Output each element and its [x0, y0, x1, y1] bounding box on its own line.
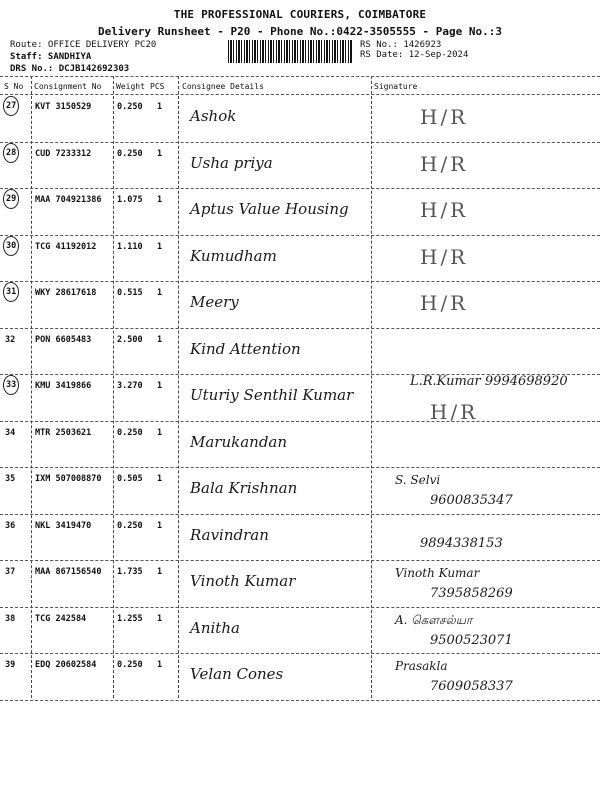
signature: Vinoth Kumar: [395, 566, 480, 580]
consignment-number: MAA 867156540: [35, 567, 102, 577]
table-row: [0, 95, 600, 142]
consignment-number: IXM 507008870: [35, 474, 102, 484]
signature: H/R: [420, 291, 469, 315]
consignee-name: Ravindran: [190, 525, 269, 544]
table-row: [0, 328, 600, 375]
weight-value: 0.250: [117, 102, 143, 112]
signature: A. கௌசல்யா: [395, 612, 473, 627]
pieces-count: 1: [157, 613, 163, 624]
consignment-number: KMU 3419866: [35, 381, 92, 391]
pieces-count: 1: [157, 288, 163, 298]
table-row: [0, 281, 600, 328]
header-consignee: Consignee Details: [182, 82, 264, 91]
pieces-count: 1: [157, 427, 163, 438]
serial-number: 36: [5, 520, 16, 531]
table-row: [0, 560, 600, 607]
weight-value: 0.250: [117, 660, 143, 670]
pieces-count: 1: [157, 334, 163, 345]
header-signature: Signature: [374, 82, 418, 91]
serial-number: 35: [5, 474, 16, 484]
runsheet-subtitle: Delivery Runsheet - P20 - Phone No.:0422-3505555 - Page No.:3: [98, 25, 502, 38]
consignment-number: TCG 41192012: [35, 241, 97, 252]
serial-number: 37: [5, 567, 16, 577]
consignment-number: CUD 7233312: [35, 148, 92, 159]
signature-note: 9500523071: [430, 632, 513, 648]
serial-number: 27: [3, 96, 19, 116]
table-row: [0, 142, 600, 189]
signature: H/R: [420, 151, 469, 176]
serial-number: 31: [3, 282, 19, 302]
consignment-number: TCG 242584: [35, 613, 87, 624]
pieces-count: 1: [157, 660, 163, 670]
pieces-count: 1: [157, 520, 163, 531]
weight-value: 2.500: [117, 334, 143, 345]
rs-number: RS No.: 1426923: [360, 40, 442, 50]
serial-number: 34: [5, 427, 16, 438]
consignee-name: Velan Cones: [190, 665, 284, 683]
runsheet-title: THE PROFESSIONAL COURIERS, COIMBATORE: [173, 8, 427, 21]
serial-number: 30: [3, 236, 19, 256]
weight-value: 0.250: [117, 148, 143, 159]
signature: H/R: [430, 400, 479, 424]
weight-value: 3.270: [117, 381, 143, 391]
weight-value: 0.505: [117, 474, 143, 484]
serial-number: 39: [5, 660, 16, 670]
table-row: [0, 514, 600, 561]
pieces-count: 1: [157, 474, 163, 484]
signature-note: 9894338153: [420, 535, 503, 551]
table-row: [0, 188, 600, 235]
table-row: [0, 653, 600, 700]
route-label: Route: OFFICE DELIVERY PC20: [10, 40, 157, 50]
consignee-name: Marukandan: [190, 432, 288, 451]
consignee-name: Kind Attention: [190, 339, 301, 358]
signature: S. Selvi: [395, 473, 441, 487]
signature: H/R: [420, 198, 469, 222]
pieces-count: 1: [157, 381, 163, 391]
consignee-name: Anitha: [190, 618, 240, 637]
consignee-name: Aptus Value Housing: [190, 200, 349, 218]
runsheet-table: [0, 76, 600, 698]
consignee-name: Usha priya: [190, 153, 273, 172]
table-row: [0, 607, 600, 654]
signature: H/R: [420, 105, 469, 129]
signature: Prasakla: [395, 659, 448, 673]
table-row: [0, 374, 600, 424]
pieces-count: 1: [157, 195, 163, 205]
consignment-number: EDQ 20602584: [35, 660, 97, 670]
weight-value: 1.735: [117, 567, 143, 577]
pieces-count: 1: [157, 102, 163, 112]
signature: H/R: [420, 244, 469, 269]
consignment-number: KVT 3150529: [35, 102, 92, 112]
serial-number: 38: [5, 613, 16, 624]
serial-number: 33: [3, 375, 19, 395]
consignment-number: WKY 28617618: [35, 288, 97, 298]
rs-date: RS Date: 12-Sep-2024: [360, 50, 469, 60]
signature-note: 9600835347: [430, 493, 513, 508]
weight-value: 0.515: [117, 288, 143, 298]
consignment-number: MTR 2503621: [35, 427, 92, 438]
consignment-number: MAA 704921386: [35, 195, 102, 205]
consignee-name: Meery: [190, 293, 239, 311]
pieces-count: 1: [157, 148, 163, 159]
header-consignment: Consignment No: [34, 82, 102, 91]
consignee-name: Vinoth Kumar: [190, 572, 296, 590]
header-sno: S No: [4, 82, 24, 91]
table-row: [0, 421, 600, 468]
table-row: [0, 467, 600, 514]
weight-value: 0.250: [117, 520, 143, 531]
consignment-number: PON 6605483: [35, 334, 92, 345]
signature-note: L.R.Kumar 9994698920: [410, 374, 568, 389]
serial-number: 28: [3, 143, 19, 163]
barcode: [228, 40, 352, 63]
serial-number: 32: [5, 334, 16, 345]
pieces-count: 1: [157, 241, 163, 252]
staff-label: Staff: SANDHIYA: [10, 52, 92, 62]
drs-number: DRS No.: DCJB142692303: [10, 64, 130, 74]
consignee-name: Bala Krishnan: [190, 479, 298, 497]
weight-value: 1.255: [117, 613, 143, 624]
consignee-name: Ashok: [190, 107, 237, 125]
consignment-number: NKL 3419470: [35, 520, 92, 531]
consignee-name: Uturiy Senthil Kumar: [190, 386, 354, 404]
weight-value: 0.250: [117, 427, 143, 438]
consignee-name: Kumudham: [190, 246, 277, 265]
signature-note: 7609058337: [430, 679, 513, 694]
pieces-count: 1: [157, 567, 163, 577]
signature-note: 7395858269: [430, 586, 513, 601]
table-row: [0, 235, 600, 282]
weight-value: 1.110: [117, 241, 143, 252]
serial-number: 29: [3, 189, 19, 209]
header-pcs: PCS: [150, 82, 165, 91]
header-weight: Weight: [116, 82, 145, 91]
weight-value: 1.075: [117, 195, 143, 205]
